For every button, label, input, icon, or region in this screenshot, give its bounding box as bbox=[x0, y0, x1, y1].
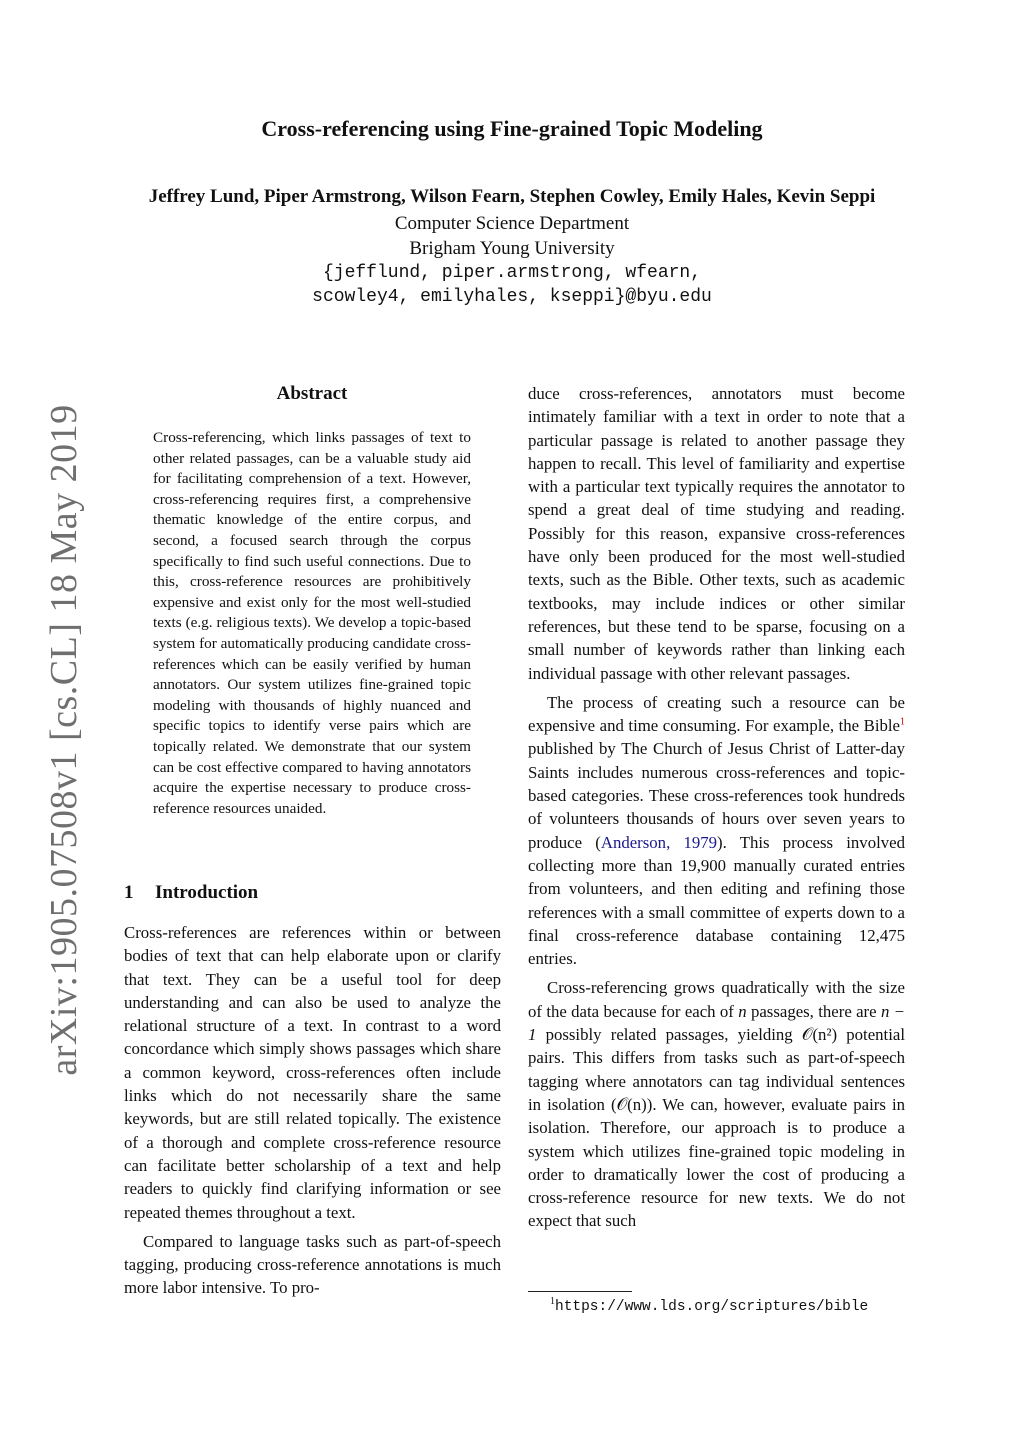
paper-title: Cross-referencing using Fine-grained Topic Modeling bbox=[261, 116, 763, 141]
footnote-url-link[interactable]: https://www.lds.org/scriptures/bible bbox=[555, 1298, 869, 1315]
footnote-mark: 1 bbox=[550, 1296, 555, 1307]
abstract-text: Cross-referencing, which links passages of text to other related passages, can be a valuable study aid for facilitating comprehension of a text. However, cross-referencing requires first, a comprehensive thematic knowledge of the entire corpus, and second, a focused search through the corpus specifically to find such useful connections. Due to this, cross-reference resources are prohibitively expensive and exist only for the most well-studied texts (e.g. religious texts). We develop a topic-based system for automatically producing candidate cross-references which can be easily verified by human annotators. Our system utilizes fine-grained topic modeling with thousands of highly nuanced and specific topics to identify verse pairs which are topically related. We demonstrate that our system can be cost effective compared to having annotators acquire the expertise necessary to produce cross-reference resources unaided. bbox=[153, 429, 471, 817]
paragraph: duce cross-references, annotators must become intimately familiar with a text in order to note that a particular passage is related to another passage they happen to recall. This level of familiarity and expertise with a particular text typically requires the annotator to spend a great deal of time studying and reading. Possibly for this reason, expansive cross-references have only been produced for the most well-studied texts, such as the Bible. Other texts, such as academic textbooks, may include indices or other similar references, but these tend to be sparse, focusing on a small number of keywords rather than linking each individual passage with other relevant passages. bbox=[528, 384, 905, 683]
section-heading-introduction bbox=[124, 882, 258, 904]
text-run: ). This process involved collecting more than 19,900 manually curated entries from volunteers, and then editing and refining those references with a small committee of experts down to a final cross-reference database containing 12,475 entries. bbox=[528, 832, 905, 969]
right-column-body bbox=[528, 382, 905, 1233]
footnote-reference[interactable]: 1 bbox=[900, 716, 905, 728]
text-run: possibly related passages, yielding bbox=[536, 1025, 802, 1045]
section-number: 1 bbox=[124, 882, 134, 903]
text-run: Cross-referencing grows quadratically with the size of the data because for each of bbox=[528, 978, 905, 1021]
math-big-o-n: 𝒪(n) bbox=[616, 1094, 647, 1114]
text-run: The process of creating such a resource can be expensive and time consuming. For example, the Bible bbox=[528, 692, 905, 736]
math-n-minus-1: n − 1 bbox=[528, 1001, 905, 1045]
text-run: ). We can, however, evaluate pairs in isolation. Therefore, our approach is to produce a system which utilizes fine-grained topic modeling in order to dramatically lower the cost of producing a cross-reference resource for new texts. We do not expect that such bbox=[528, 1094, 905, 1231]
text-run: passages, there are bbox=[746, 1001, 881, 1021]
citation-link-anderson-1979[interactable]: Anderson, 1979 bbox=[600, 832, 718, 852]
affiliation-department: Computer Science Department bbox=[394, 213, 630, 234]
author-emails-line-2: scowley4, emilyhales, kseppi}@byu.edu bbox=[312, 287, 712, 307]
section-title: Introduction bbox=[155, 882, 259, 903]
footnote bbox=[550, 1296, 868, 1315]
left-column-body bbox=[124, 921, 501, 1300]
paragraph: Cross-references are references within or between bodies of text that can help elaborate upon or clarify that text. They can be a useful tool for deep understanding and can also be used to analyze the relational structure of a text. In contrast to a word concordance which simply shows passages which share a common keyword, cross-references often include links which do not necessarily share the same keywords, but are still related topically. The existence of a thorough and complete cross-reference resource can facilitate better scholarship of a text and help readers to quickly find clarifying information or see repeated themes throughout a text. bbox=[124, 923, 501, 1222]
math-big-o-n-squared: 𝒪(n²) bbox=[801, 1025, 838, 1045]
affiliation-university: Brigham Young University bbox=[409, 238, 615, 259]
paragraph: Compared to language tasks such as part-of-speech tagging, producing cross-reference annotations is much more labor intensive. To pro- bbox=[124, 1231, 501, 1298]
abstract-heading: Abstract bbox=[276, 383, 348, 404]
math-n: n bbox=[738, 1001, 747, 1021]
paragraph bbox=[528, 976, 905, 1232]
author-list: Jeffrey Lund, Piper Armstrong, Wilson Fearn, Stephen Cowley, Emily Hales, Kevin Seppi bbox=[148, 186, 876, 207]
text-run: published by The Church of Jesus Christ of Latter-day Saints includes numerous cross-references and topic-based categories. These cross-references took hundreds of volunteers thousands of hours over seven years to produce ( bbox=[528, 739, 905, 852]
arxiv-identifier-stamp: arXiv:1905.07508v1 [cs.CL] 18 May 2019 bbox=[43, 404, 85, 1076]
footnote-divider bbox=[528, 1291, 632, 1292]
text-run: potential pairs. This differs from tasks such as part-of-speech tagging where annotators can tag individual sentences in isolation ( bbox=[528, 1025, 905, 1114]
paragraph bbox=[528, 691, 905, 971]
author-emails-line-1: {jefflund, piper.armstrong, wfearn, bbox=[322, 263, 702, 283]
